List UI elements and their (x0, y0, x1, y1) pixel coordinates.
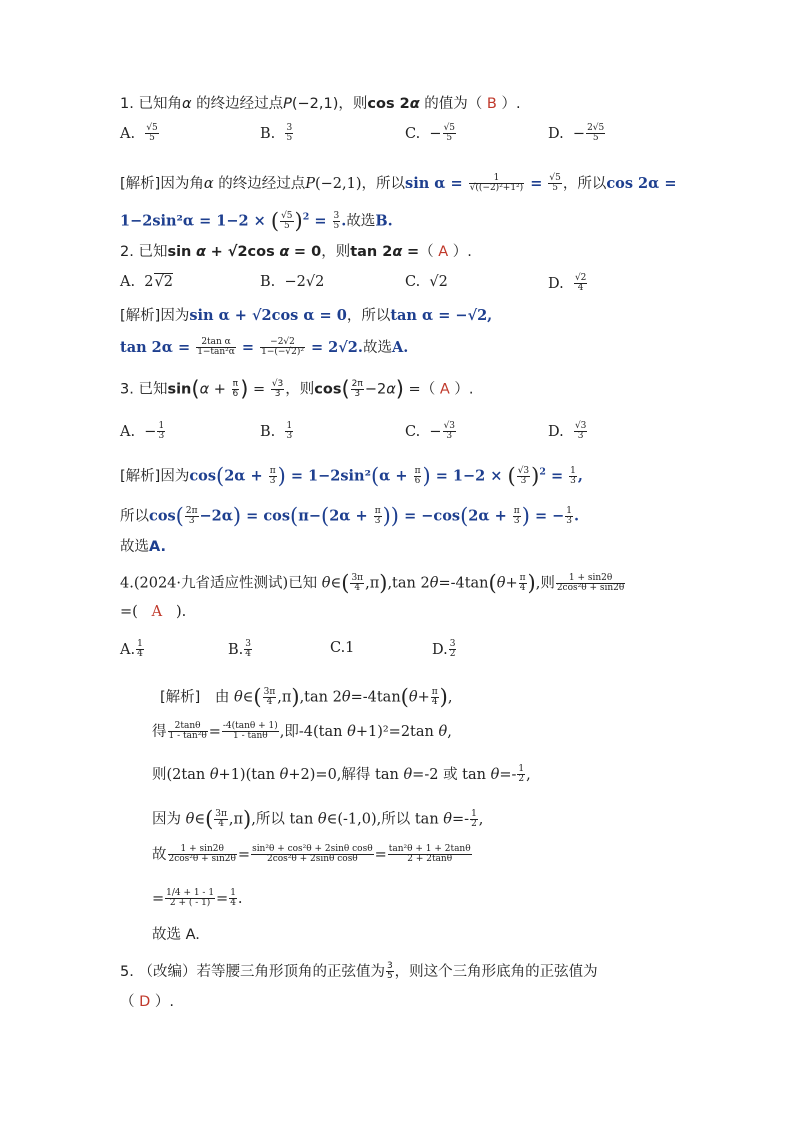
question-5-answer: D (139, 994, 151, 1010)
question-4-stem: 4.(2024·九省适应性测试)已知 θ∈( $\frac{3\pi}{4}$ ,π),tan 2θ=-4tan(θ+ $\frac{\pi}{4}$ ),则 $\frac{1 + \sin 2\theta}{\text{2cos²θ + sin2θ}}$ (120, 570, 625, 595)
question-5-answer-line: （ D ）. (120, 994, 174, 1010)
question-3-analysis-line-2: 所以cos( $\frac{2\pi}{3}$ −2α) = cos(π−(2α + $\frac{\pi}{3}$ )) = −cos(2α + $\frac{\pi}{3}$ ) = − $\frac{1}{3}$ . (120, 503, 580, 528)
question-1-answer: B (486, 96, 497, 112)
question-5-stem: 5. （改编）若等腰三角形顶角的正弦值为 $\frac{3}{5}$ ，则这个三角形底角的正弦值为 (120, 961, 598, 982)
question-1-options: A. $\frac{√5}{5}$ B. $\frac{3}{5}$ C. − $\frac{√5}{5}$ D. − $\frac{2√5}{5}$ (120, 123, 605, 144)
question-4-answer-line: =( A ). (120, 604, 187, 620)
question-1-analysis-line-2: 1−2sin²α = 1−2 × ( $\frac{√5}{5}$ )$^2$ = $\frac{3}{5}$ .故选B. (120, 208, 393, 233)
question-2-stem: 2. 已知sin α + √2cos α = 0，则tan 2α =（ A ）. (120, 244, 472, 260)
question-1-analysis-line-1: [解析]因为角α 的终边经过点P(−2,1)，所以sin α = $\frac{1}{\text{√((−2)²+1²)}}$ = $\frac{√5}{5}$ ，所以cos 2α = (120, 173, 677, 194)
question-2-options: A. 2√2 B. −2√2 C. √2 D. $\frac{√2}{4}$ (120, 273, 587, 294)
question-4-options: A. $\frac{1}{4}$ B. $\frac{3}{4}$ C.1 D. $\frac{3}{2}$ (120, 639, 456, 660)
question-4-analysis-line-4: 因为 θ∈( $\frac{3\pi}{4}$ ,π),所以 tan θ∈(-1,0),所以 tan θ=- $\frac{1}{2}$ , (152, 806, 484, 831)
question-4-analysis-line-7: 故选 A. (152, 927, 200, 943)
question-3-analysis-line-3: 故选A. (120, 539, 166, 555)
question-3-answer: A (439, 381, 450, 398)
question-3-stem: 3. 已知sin(α + $\frac{\pi}{6}$ ) = $\frac{√3}{3}$ ，则cos( $\frac{2\pi}{3}$ −2α) =（ A ）. (120, 376, 474, 401)
question-4-analysis-line-5: 故 $\frac{1 + \sin 2\theta}{\text{2cos²θ + sin2θ}}$ = $\frac{\text{sin²θ + cos²θ + 2sinθ cosθ}}{\text{2cos²θ + 2sinθ cosθ}}$ = $\frac{\text{tan²θ + 1 + 2tanθ}}{2 + 2\tan\theta}$ (152, 844, 471, 865)
question-4-analysis-line-1: [解析] 由 θ∈( $\frac{3\pi}{4}$ ,π),tan 2θ=-4tan(θ+ $\frac{\pi}{4}$ ), (160, 684, 453, 709)
question-2-answer: A (438, 244, 449, 260)
question-4-answer: A (151, 604, 163, 620)
question-4-analysis-line-2: 得 $\frac{2\tan\theta}{\text{1 - tan²θ}}$ = $\frac{-4(\tan\theta + 1)}{1 - \tan\theta}$ ,即-4(tan θ+1)²=2tan θ, (152, 721, 452, 742)
question-3-analysis-line-1: [解析]因为cos(2α + $\frac{\pi}{3}$ ) = 1−2sin²(α + $\frac{\pi}{6}$ ) = 1−2 × ( $\frac{√3}{3}$ )$^2$ = $\frac{1}{3}$ , (120, 463, 583, 488)
question-2-analysis-line-2: tan 2α = $\frac{\text{2tan α}}{\text{1−tan²α}}$ = $\frac{-2√2}{\text{1−(−√2)²}}$ = 2√2.故选A. (120, 337, 409, 358)
question-4-analysis-line-6: = $\frac{1/4 + 1 - 1}{2 + ( - 1)}$ = $\frac{1}{4}$ . (152, 888, 243, 909)
question-1-stem: 1. 已知角α 的终边经过点P(−2,1)，则cos 2α 的值为（ B ）. (120, 96, 521, 112)
question-2-analysis-line-1: [解析]因为sin α + √2cos α = 0，所以tan α = −√2, (120, 307, 493, 324)
question-4-analysis-line-3: 则(2tan θ+1)(tan θ+2)=0,解得 tan θ=-2 或 tan θ=- $\frac{1}{2}$ , (152, 764, 531, 785)
question-3-options: A. − $\frac{1}{3}$ B. $\frac{1}{3}$ C. − $\frac{√3}{3}$ D. $\frac{√3}{3}$ (120, 421, 587, 442)
